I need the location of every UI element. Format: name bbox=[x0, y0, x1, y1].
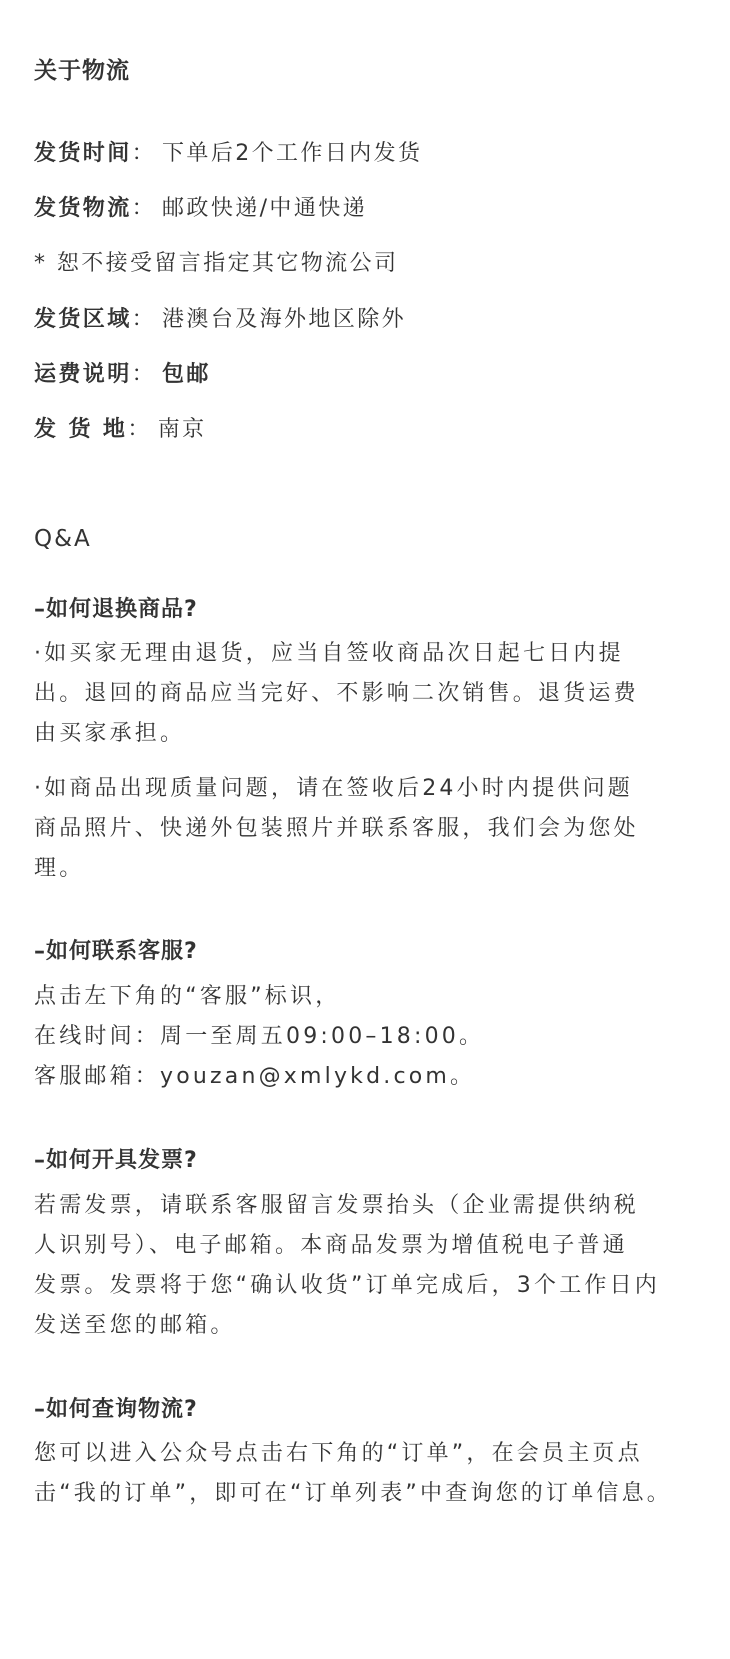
logistics-value: 包邮 bbox=[162, 362, 211, 387]
question-track-logistics: –如何查询物流? bbox=[34, 1397, 198, 1422]
text-line: 您可以进入公众号点击右下角的“订单”，在会员主页点 bbox=[34, 1441, 643, 1466]
logistics-note bbox=[34, 246, 398, 277]
logistics-value: 下单后2个工作日内发货 bbox=[162, 141, 423, 166]
service-email: 客服邮箱：youzan@xmlykd.com。 bbox=[34, 1064, 476, 1089]
logistics-value: 南京 bbox=[157, 417, 207, 442]
answer-contact-service bbox=[34, 977, 698, 1097]
answer-invoice bbox=[34, 1186, 698, 1346]
text-line: 出。退回的商品应当完好、不影响二次销售。退货运费 bbox=[34, 681, 639, 706]
text-line: 人识别号）、电子邮箱。本商品发票为增值税电子普通 bbox=[34, 1233, 628, 1258]
question-contact-service: –如何联系客服? bbox=[34, 939, 198, 964]
answer-returns-paragraph-2 bbox=[34, 769, 698, 889]
logistics-label: 发货时间 bbox=[34, 141, 132, 166]
logistics-label: 发货区域 bbox=[34, 307, 132, 332]
section-title-logistics: 关于物流 bbox=[34, 58, 130, 84]
logistics-value: 邮政快递/中通快递 bbox=[162, 196, 368, 221]
logistics-label: 发 货 地 bbox=[34, 417, 128, 442]
qa-title: Q&A bbox=[34, 526, 92, 552]
logistics-note-text: * 恕不接受留言指定其它物流公司 bbox=[34, 251, 399, 276]
text-line: ·如商品出现质量问题，请在签收后24小时内提供问题 bbox=[34, 776, 633, 801]
logistics-separator: ： bbox=[131, 196, 157, 221]
question-returns: –如何退换商品? bbox=[34, 597, 198, 622]
logistics-label: 发货物流 bbox=[34, 196, 132, 221]
logistics-value: 港澳台及海外地区除外 bbox=[162, 307, 407, 332]
logistics-separator: ： bbox=[131, 362, 157, 387]
text-line: 击“我的订单”，即可在“订单列表”中查询您的订单信息。 bbox=[34, 1481, 672, 1506]
text-line: 在线时间：周一至周五09:00–18:00。 bbox=[34, 1024, 485, 1049]
text-line: 理。 bbox=[34, 856, 85, 881]
logistics-row-ship-time bbox=[34, 136, 422, 167]
text-line: 点击左下角的“客服”标识， bbox=[34, 984, 341, 1009]
logistics-separator: ： bbox=[131, 307, 157, 332]
text-line: ·如买家无理由退货，应当自签收商品次日起七日内提 bbox=[34, 641, 624, 666]
logistics-row-origin bbox=[34, 412, 207, 443]
logistics-row-carrier bbox=[34, 191, 367, 222]
logistics-separator: ： bbox=[131, 141, 157, 166]
logistics-row-shipping-fee bbox=[34, 357, 211, 388]
logistics-row-region bbox=[34, 302, 406, 333]
text-line: 若需发票，请联系客服留言发票抬头（企业需提供纳税 bbox=[34, 1193, 639, 1218]
logistics-separator: ： bbox=[127, 417, 152, 442]
answer-track-logistics bbox=[34, 1434, 698, 1514]
question-invoice: –如何开具发票? bbox=[34, 1148, 198, 1173]
logistics-label: 运费说明 bbox=[34, 362, 132, 387]
text-line: 发送至您的邮箱。 bbox=[34, 1313, 236, 1338]
text-line: 由买家承担。 bbox=[34, 721, 186, 746]
text-line: 发票。发票将于您“确认收货”订单完成后，3个工作日内 bbox=[34, 1273, 660, 1298]
answer-returns-paragraph-1 bbox=[34, 634, 698, 754]
text-line: 商品照片、快递外包装照片并联系客服，我们会为您处 bbox=[34, 816, 639, 841]
